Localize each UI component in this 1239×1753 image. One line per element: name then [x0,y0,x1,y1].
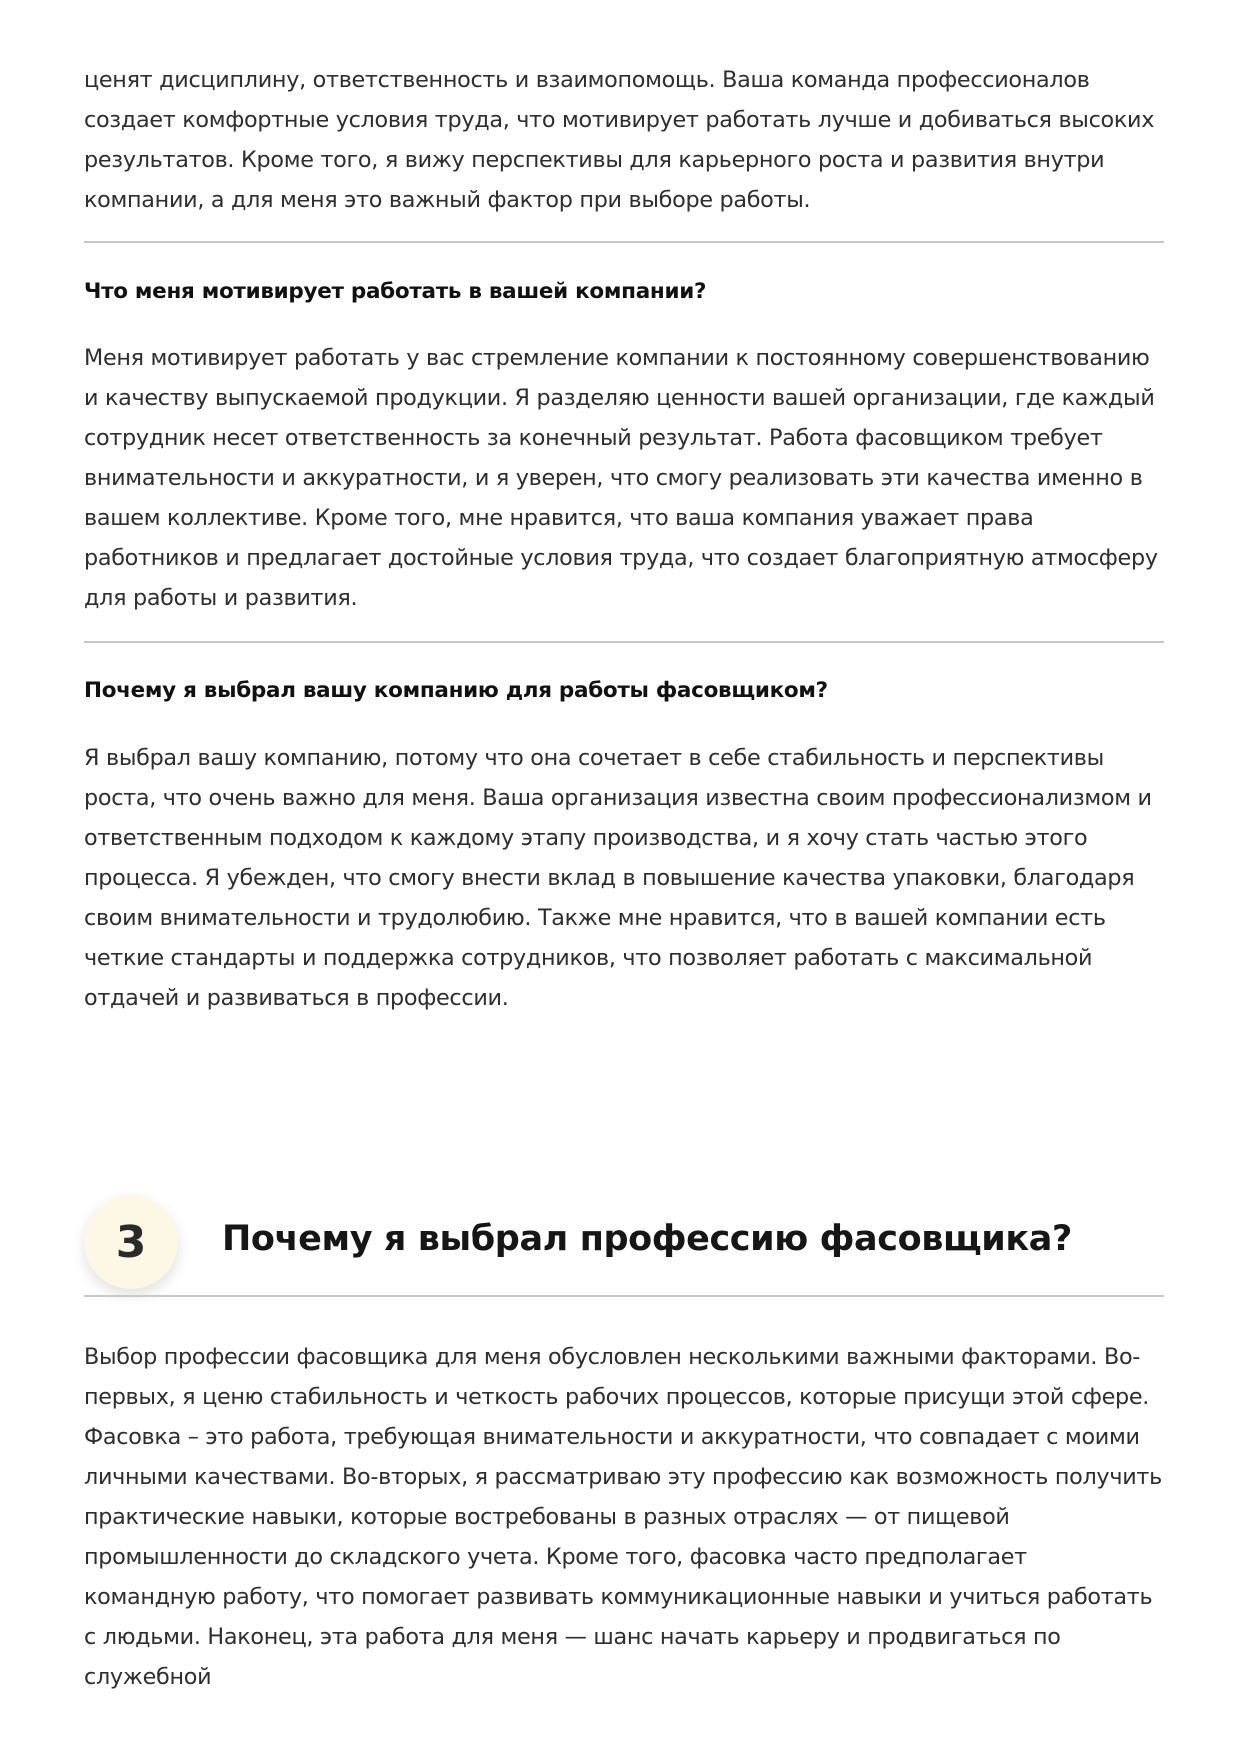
divider [84,241,1164,243]
question-heading: Что меня мотивирует работать в вашей компании? [84,279,707,304]
divider [84,641,1164,643]
intro-paragraph: ценят дисциплину, ответственность и взаимопомощь. Ваша команда профессионалов создает комфортные условия труда, что мотивирует работать лучше и добиваться высоких результатов. Кроме того, я вижу перспективы для карьерного роста и развития внутри компании, а для меня это важный фактор при выборе работы. [84,67,1155,213]
answer-paragraph: Меня мотивирует работать у вас стремление компании к постоянному совершенствованию и качеству выпускаемой продукции. Я разделяю ценности вашей организации, где каждый сотрудник несет ответственность за конечный результат. Работа фасовщиком требует внимательности и аккуратности, и я уверен, что смогу реализовать эти качества именно в вашем коллективе. Кроме того, мне нравится, что ваша компания уважает права работников и предлагает достойные условия труда, что создает благоприятную атмосферу для работы и развития. [84,345,1158,611]
section-title: Почему я выбрал профессию фасовщика? [222,1219,1072,1259]
question-heading: Почему я выбрал вашу компанию для работы фасовщиком? [84,678,828,703]
section-paragraph: Выбор профессии фасовщика для меня обусловлен несколькими важными факторами. Во-первых, я ценю стабильность и четкость рабочих процессов, которые присущи этой сфере. Фасовка – это работа, требующая внимательности и аккуратности, что совпадает с моими личными качествами. Во-вторых, я рассматриваю эту профессию как возможность получить практические навыки, которые востребованы в разных отраслях — от пищевой промышленности до складского учета. Кроме того, фасовка часто предполагает командную работу, что помогает развивать коммуникационные навыки и учиться работать с людьми. Наконец, эта работа для меня — шанс начать карьеру и продвигаться по служебной [84,1344,1162,1690]
answer-paragraph: Я выбрал вашу компанию, потому что она сочетает в себе стабильность и перспективы роста, что очень важно для меня. Ваша организация известна своим профессионализмом и ответственным подходом к каждому этапу производства, и я хочу стать частью этого процесса. Я убежден, что смогу внести вклад в повышение качества упаковки, благодаря своим внимательности и трудолюбию. Также мне нравится, что в вашей компании есть четкие стандарты и поддержка сотрудников, что позволяет работать с максимальной отдачей и развиваться в профессии. [84,745,1152,1011]
section-number-badge: 3 [84,1195,178,1289]
divider [84,1295,1164,1297]
section-header [84,1195,1164,1305]
